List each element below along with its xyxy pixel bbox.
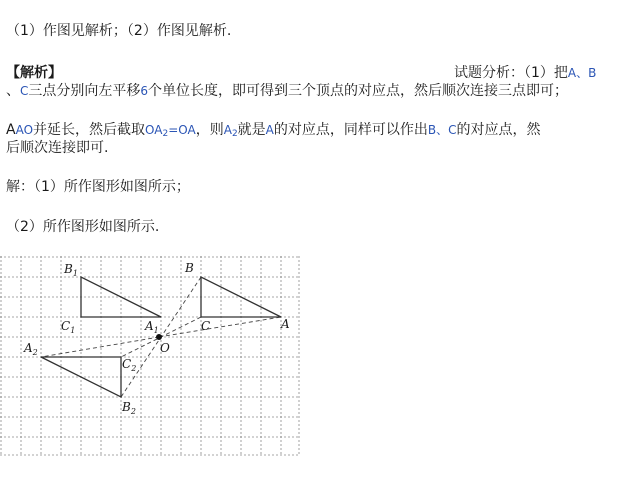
label-a1 xyxy=(144,319,159,335)
analysis-intro xyxy=(454,64,596,82)
step2-text-d: 就是 xyxy=(237,122,266,138)
label-a1-base: A xyxy=(145,319,154,333)
label-c1-sub: 1 xyxy=(70,326,76,335)
point-a-inline: A xyxy=(265,123,274,137)
analysis-step2-line2 xyxy=(6,139,108,157)
analysis-intro-text: 试题分析：（1）把 xyxy=(454,65,568,81)
step2-text-f: 的对应点，然 xyxy=(456,122,541,138)
step2-text-b: 并延长，然后截取 xyxy=(33,122,146,138)
solution-text-2: （2）所作图形如图所示. xyxy=(6,219,160,235)
point-a2-sub: 2 xyxy=(231,129,238,139)
point-a2-inline xyxy=(224,123,238,137)
step2-text-end: 后顺次连接即可. xyxy=(6,140,109,156)
analysis-header-line xyxy=(6,64,62,82)
solution-line-1 xyxy=(6,178,190,196)
segment-oa2-sub: 2 xyxy=(162,129,169,139)
label-c2-sub: 2 xyxy=(131,364,137,373)
point-a2-base: A xyxy=(223,123,232,137)
label-o: O xyxy=(160,341,170,355)
solution-text-1: 解：（1）所作图形如图所示； xyxy=(6,179,190,195)
analysis-point-c: C xyxy=(20,84,29,98)
label-a2 xyxy=(23,341,38,357)
label-c2 xyxy=(122,357,136,373)
label-b2-base: B xyxy=(122,400,131,414)
analysis-step1-line xyxy=(6,82,568,100)
label-b2-sub: 2 xyxy=(130,407,136,416)
geometry-figure xyxy=(0,256,302,456)
answer-text: （1）作图见解析；（2）作图见解析. xyxy=(6,23,232,39)
label-c2-base: C xyxy=(122,357,132,371)
line-a-a2 xyxy=(159,317,281,337)
step2-text-c: ，则 xyxy=(195,122,224,138)
shift-amount: 6 xyxy=(140,84,149,98)
analysis-tag: 【解析】 xyxy=(6,65,62,81)
segment-ao: AO xyxy=(15,123,34,137)
step1-text-b: 个单位长度，即可得到三个顶点的对应点，然后顺次连接三点即可； xyxy=(148,83,569,99)
label-a1-sub: 1 xyxy=(153,326,159,335)
label-b1 xyxy=(63,262,78,278)
label-a: A xyxy=(281,317,290,331)
segment-oa2-base: OA xyxy=(145,123,163,137)
solution-line-2 xyxy=(6,218,159,236)
label-c1-base: C xyxy=(61,319,71,333)
step2-text-a: A xyxy=(6,122,16,138)
label-b: B xyxy=(185,261,194,275)
segment-oa2-eq: =OA xyxy=(168,123,196,137)
step2-text-e: 的对应点，同样可以作出 xyxy=(273,122,428,138)
label-a2-sub: 2 xyxy=(32,348,38,357)
step1-text-a: 三点分别向左平移 xyxy=(28,83,141,99)
label-c: C xyxy=(201,319,211,333)
points-bc-inline: B、C xyxy=(427,123,457,137)
label-b1-base: B xyxy=(64,262,73,276)
label-b2 xyxy=(121,400,136,416)
label-c1 xyxy=(61,319,75,335)
punct: 、 xyxy=(6,83,20,99)
segment-oa2 xyxy=(145,123,196,137)
analysis-points-ab: A、B xyxy=(567,66,597,80)
label-a2-base: A xyxy=(24,341,33,355)
answer-line xyxy=(6,22,231,40)
label-b1-sub: 1 xyxy=(72,269,78,278)
